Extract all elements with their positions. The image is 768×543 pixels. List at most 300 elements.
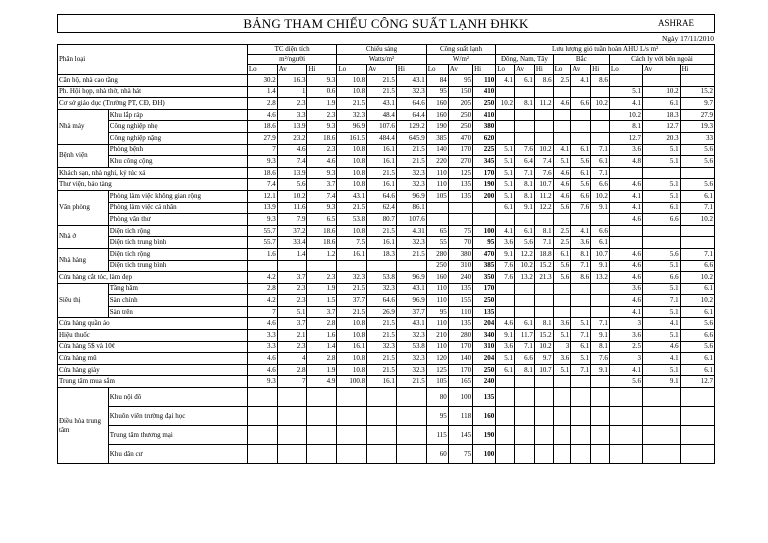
value-cell: 270 [448, 156, 472, 168]
value-cell [571, 306, 591, 318]
value-cell: 6.1 [515, 75, 535, 87]
value-cell: 410 [473, 109, 496, 121]
table-row [58, 98, 715, 110]
value-cell: 7.1 [680, 202, 714, 214]
value-cell: 37.7 [396, 306, 426, 318]
value-cell [643, 388, 681, 407]
value-cell: 12.1 [247, 190, 277, 202]
value-cell: 43.1 [367, 98, 397, 110]
value-cell: 7.6 [591, 353, 610, 365]
value-cell: 11.7 [515, 330, 535, 342]
value-cell: 5.1 [643, 260, 681, 272]
value-cell [571, 295, 591, 307]
row-label: Tầng hầm [108, 283, 247, 295]
value-cell [591, 407, 610, 426]
value-cell: 170 [448, 144, 472, 156]
value-cell [496, 445, 515, 464]
value-cell: 32.3 [337, 272, 367, 284]
row-label: Phòng làm việc không gian rộng [108, 190, 247, 202]
value-cell: 32.3 [396, 353, 426, 365]
value-cell: 84 [426, 75, 448, 87]
value-cell: 7.1 [571, 330, 591, 342]
table-row [58, 214, 715, 226]
value-cell: 6.1 [496, 364, 515, 376]
value-cell [496, 109, 515, 121]
value-cell: 3.6 [553, 318, 571, 330]
value-cell: 3 [609, 318, 642, 330]
value-cell: 7.1 [515, 341, 535, 353]
value-cell: 3.7 [307, 306, 337, 318]
value-cell [515, 306, 535, 318]
value-cell: 21.5 [337, 202, 367, 214]
value-cell: 2.8 [247, 283, 277, 295]
value-cell [396, 260, 426, 272]
value-cell: 4.1 [496, 75, 515, 87]
value-cell: 18.6 [307, 132, 337, 144]
value-cell: 1.6 [247, 248, 277, 260]
value-cell: 18.6 [247, 167, 277, 179]
value-cell: 4.1 [571, 75, 591, 87]
value-cell [534, 306, 553, 318]
col-av: Av [277, 65, 307, 75]
value-cell: 190 [473, 426, 496, 445]
value-cell: 135 [473, 388, 496, 407]
value-cell: 4.1 [571, 225, 591, 237]
table-row [58, 202, 715, 214]
value-cell: 11.2 [534, 190, 553, 202]
value-cell: 410 [473, 86, 496, 98]
value-cell: 3.7 [277, 272, 307, 284]
value-cell: 6.1 [571, 167, 591, 179]
value-cell: 7 [247, 306, 277, 318]
row-label: Diện tích rộng [108, 225, 247, 237]
group-label: Nhà máy [58, 109, 109, 144]
value-cell [426, 214, 448, 226]
value-cell: 10.2 [680, 272, 714, 284]
value-cell: 32.3 [337, 109, 367, 121]
value-cell: 7.1 [643, 295, 681, 307]
value-cell [571, 283, 591, 295]
value-cell: 13.9 [247, 202, 277, 214]
group-label: Nhà ở [58, 225, 109, 248]
value-cell: 33 [680, 132, 714, 144]
value-cell: 7.5 [337, 237, 367, 249]
table-row [58, 167, 715, 179]
value-cell: 484.4 [367, 132, 397, 144]
value-cell: 80 [426, 388, 448, 407]
value-cell: 3 [553, 341, 571, 353]
value-cell: 6.1 [643, 202, 681, 214]
value-cell: 5.1 [496, 179, 515, 191]
row-label: Ph. Hội họp, nhà thờ, nhà hát [58, 86, 248, 98]
value-cell: 620 [473, 132, 496, 144]
value-cell [496, 86, 515, 98]
area-header: TC diện tích [247, 45, 336, 55]
table-row [58, 306, 715, 318]
value-cell [643, 445, 681, 464]
value-cell: 310 [473, 341, 496, 353]
value-cell: 1.9 [307, 98, 337, 110]
value-cell: 100 [473, 445, 496, 464]
value-cell: 4.6 [553, 98, 571, 110]
value-cell [591, 388, 610, 407]
value-cell: 7.1 [591, 318, 610, 330]
value-cell: 5.1 [609, 86, 642, 98]
value-cell: 204 [473, 353, 496, 365]
value-cell: 160 [426, 109, 448, 121]
value-cell: 32.3 [396, 86, 426, 98]
value-cell: 5.6 [680, 341, 714, 353]
value-cell: 8.1 [515, 364, 535, 376]
value-cell: 37.7 [337, 295, 367, 307]
value-cell: 135 [448, 179, 472, 191]
row-label: Khu lắp ráp [108, 109, 247, 121]
value-cell [553, 109, 571, 121]
value-cell: 3.7 [277, 318, 307, 330]
value-cell: 4.1 [643, 318, 681, 330]
value-cell [307, 426, 337, 445]
value-cell: 21.5 [367, 167, 397, 179]
value-cell [609, 237, 642, 249]
value-cell: 170 [473, 167, 496, 179]
value-cell: 1.9 [307, 364, 337, 376]
value-cell: 1.9 [307, 283, 337, 295]
value-cell: 6.1 [591, 156, 610, 168]
value-cell: 5.6 [571, 156, 591, 168]
east-header: Đông, Nam, Tây [496, 55, 553, 65]
table-row [58, 260, 715, 272]
row-label: Trung tâm mua sắm [58, 376, 248, 388]
value-cell: 12.7 [609, 132, 642, 144]
value-cell: 10.8 [337, 144, 367, 156]
value-cell: 7.6 [534, 167, 553, 179]
value-cell: 96.9 [396, 190, 426, 202]
value-cell: 95 [426, 86, 448, 98]
value-cell: 10.8 [337, 353, 367, 365]
row-label: Cửa hàng 5$ và 10¢ [58, 341, 248, 353]
value-cell: 27.9 [247, 132, 277, 144]
row-label: Khuôn viên trường đại học [108, 407, 247, 426]
value-cell [337, 426, 367, 445]
value-cell: 21.5 [367, 225, 397, 237]
value-cell [515, 445, 535, 464]
group-label: Siêu thị [58, 283, 109, 318]
value-cell: 8.1 [591, 341, 610, 353]
value-cell: 8.1 [515, 190, 535, 202]
value-cell: 20.3 [643, 132, 681, 144]
value-cell: 6.1 [680, 306, 714, 318]
value-cell [448, 202, 472, 214]
value-cell: 107.6 [367, 121, 397, 133]
cooling-load-table [57, 44, 715, 464]
value-cell: 10.8 [337, 179, 367, 191]
value-cell [337, 388, 367, 407]
value-cell: 4.6 [609, 248, 642, 260]
value-cell [591, 109, 610, 121]
value-cell: 32.3 [367, 341, 397, 353]
value-cell: 5.6 [553, 272, 571, 284]
value-cell [609, 445, 642, 464]
value-cell: 21.5 [396, 156, 426, 168]
value-cell: 2.3 [277, 98, 307, 110]
value-cell: 21.5 [367, 330, 397, 342]
value-cell [680, 388, 714, 407]
value-cell: 9.3 [247, 214, 277, 226]
value-cell: 170 [448, 341, 472, 353]
value-cell: 43.1 [396, 75, 426, 87]
table-row [58, 330, 715, 342]
value-cell: 9.3 [247, 156, 277, 168]
value-cell: 4.1 [609, 202, 642, 214]
value-cell [553, 132, 571, 144]
value-cell: 7 [247, 144, 277, 156]
value-cell: 4.6 [609, 214, 642, 226]
row-label: Khu dân cư [108, 445, 247, 464]
value-cell: 2.5 [553, 225, 571, 237]
row-label: Cửa hàng giày [58, 364, 248, 376]
value-cell: 1.4 [307, 341, 337, 353]
value-cell: 11.2 [534, 98, 553, 110]
row-label: Hiệu thuốc [58, 330, 248, 342]
value-cell [277, 407, 307, 426]
value-cell: 13.9 [277, 167, 307, 179]
value-cell: 4 [277, 353, 307, 365]
value-cell: 21.5 [396, 376, 426, 388]
value-cell: 6.1 [680, 283, 714, 295]
value-cell: 8.1 [515, 179, 535, 191]
value-cell: 2.5 [609, 341, 642, 353]
value-cell: 9.7 [534, 353, 553, 365]
value-cell: 10.2 [643, 86, 681, 98]
value-cell: 250 [473, 295, 496, 307]
value-cell [496, 407, 515, 426]
value-cell: 4.1 [553, 144, 571, 156]
value-cell: 53.8 [337, 214, 367, 226]
value-cell [571, 109, 591, 121]
table-row [58, 388, 715, 407]
cooling-unit: W/m² [426, 55, 496, 65]
value-cell: 21.5 [396, 144, 426, 156]
value-cell: 4.6 [247, 353, 277, 365]
value-cell: 6.6 [643, 214, 681, 226]
value-cell: 5.1 [496, 167, 515, 179]
value-cell: 21.3 [534, 272, 553, 284]
value-cell: 37.2 [277, 225, 307, 237]
value-cell: 3.6 [496, 341, 515, 353]
value-cell: 6.1 [571, 144, 591, 156]
value-cell: 1.4 [247, 86, 277, 98]
value-cell: 10.2 [277, 190, 307, 202]
value-cell [367, 445, 397, 464]
value-cell: 10.2 [496, 98, 515, 110]
value-cell: 7.1 [515, 167, 535, 179]
table-row [58, 318, 715, 330]
value-cell: 170 [473, 283, 496, 295]
row-label: Phòng bệnh [108, 144, 247, 156]
value-cell: 165 [448, 376, 472, 388]
value-cell [367, 407, 397, 426]
value-cell [534, 121, 553, 133]
value-cell: 345 [473, 156, 496, 168]
value-cell: 6.1 [680, 190, 714, 202]
value-cell [515, 388, 535, 407]
value-cell [553, 407, 571, 426]
value-cell: 16.1 [337, 341, 367, 353]
value-cell: 5.6 [515, 237, 535, 249]
table-row [58, 283, 715, 295]
value-cell: 6.6 [591, 225, 610, 237]
value-cell: 2.8 [277, 364, 307, 376]
value-cell [277, 388, 307, 407]
value-cell: 10.8 [337, 86, 367, 98]
value-cell [496, 426, 515, 445]
value-cell: 4.6 [553, 179, 571, 191]
value-cell: 105 [426, 190, 448, 202]
value-cell [515, 407, 535, 426]
value-cell [609, 426, 642, 445]
value-cell: 75 [448, 445, 472, 464]
value-cell [367, 260, 397, 272]
value-cell [643, 426, 681, 445]
value-cell [534, 132, 553, 144]
value-cell: 9.3 [307, 75, 337, 87]
value-cell: 7.1 [571, 364, 591, 376]
value-cell [277, 260, 307, 272]
value-cell: 96.9 [396, 272, 426, 284]
value-cell: 30.2 [247, 75, 277, 87]
row-label: Phòng làm việc cá nhân [108, 202, 247, 214]
value-cell: 4.8 [609, 156, 642, 168]
value-cell [534, 109, 553, 121]
value-cell: 8.1 [515, 98, 535, 110]
value-cell: 13.2 [591, 272, 610, 284]
value-cell: 95 [448, 75, 472, 87]
table-row [58, 190, 715, 202]
value-cell [591, 86, 610, 98]
value-cell: 4.2 [247, 295, 277, 307]
value-cell: 4.6 [247, 364, 277, 376]
value-cell: 10.7 [534, 179, 553, 191]
value-cell: 5.1 [553, 330, 571, 342]
value-cell: 10.8 [337, 225, 367, 237]
value-cell: 16.1 [367, 156, 397, 168]
value-cell: 55.7 [247, 237, 277, 249]
value-cell [571, 121, 591, 133]
value-cell: 4.1 [643, 353, 681, 365]
value-cell: 470 [473, 248, 496, 260]
value-cell: 7.6 [496, 260, 515, 272]
row-label: Cửa hàng quần áo [58, 318, 248, 330]
value-cell: 4.1 [609, 364, 642, 376]
value-cell [396, 407, 426, 426]
value-cell [515, 283, 535, 295]
value-cell: 9.1 [643, 376, 681, 388]
value-cell: 18.3 [367, 248, 397, 260]
value-cell: 5.1 [643, 190, 681, 202]
value-cell: 95 [426, 407, 448, 426]
value-cell: 4.6 [553, 190, 571, 202]
value-cell [534, 283, 553, 295]
value-cell: 7.6 [496, 272, 515, 284]
value-cell [680, 237, 714, 249]
value-cell: 33.4 [277, 237, 307, 249]
value-cell: 645.9 [396, 132, 426, 144]
value-cell: 19.3 [680, 121, 714, 133]
value-cell [591, 306, 610, 318]
value-cell: 16.1 [367, 179, 397, 191]
value-cell: 9.3 [307, 121, 337, 133]
value-cell: 5.6 [553, 260, 571, 272]
value-cell: 107.6 [396, 214, 426, 226]
value-cell: 100 [448, 388, 472, 407]
value-cell: 64.6 [367, 190, 397, 202]
value-cell: 4.1 [609, 98, 642, 110]
value-cell: 5.6 [680, 318, 714, 330]
value-cell [515, 295, 535, 307]
value-cell: 10.8 [337, 156, 367, 168]
value-cell: 4.6 [643, 341, 681, 353]
value-cell: 64.6 [367, 295, 397, 307]
value-cell: 96.9 [396, 295, 426, 307]
value-cell [553, 445, 571, 464]
value-cell [553, 388, 571, 407]
value-cell: 21.5 [396, 248, 426, 260]
value-cell: 210 [426, 330, 448, 342]
value-cell [277, 426, 307, 445]
sheet-date: Ngày 17/11/2010 [661, 34, 714, 43]
value-cell [396, 426, 426, 445]
value-cell: 4.1 [496, 225, 515, 237]
table-row [58, 272, 715, 284]
value-cell: 10.7 [591, 248, 610, 260]
value-cell [247, 426, 277, 445]
value-cell [426, 202, 448, 214]
value-cell [553, 306, 571, 318]
value-cell [553, 426, 571, 445]
value-cell: 350 [473, 272, 496, 284]
value-cell: 1.4 [277, 248, 307, 260]
value-cell: 32.3 [396, 237, 426, 249]
value-cell: 10.8 [337, 318, 367, 330]
value-cell: 15.2 [534, 330, 553, 342]
table-row [58, 407, 715, 426]
value-cell: 18.6 [307, 225, 337, 237]
value-cell: 75 [448, 225, 472, 237]
value-cell: 9.1 [591, 202, 610, 214]
group-label: Điều hòa trung tâm [58, 388, 109, 464]
value-cell: 65 [426, 225, 448, 237]
value-cell: 10.2 [591, 190, 610, 202]
value-cell [247, 407, 277, 426]
value-cell [307, 260, 337, 272]
value-cell: 10.2 [591, 98, 610, 110]
value-cell [553, 295, 571, 307]
row-label: Thư viện, bảo tàng [58, 179, 248, 191]
value-cell: 4.1 [609, 190, 642, 202]
value-cell: 10.2 [534, 144, 553, 156]
value-cell [591, 295, 610, 307]
value-cell [571, 214, 591, 226]
row-label: Diện tích trung bình [108, 260, 247, 272]
value-cell: 110 [426, 283, 448, 295]
value-cell: 9.1 [496, 330, 515, 342]
value-cell: 32.3 [396, 179, 426, 191]
value-cell: 7.4 [307, 190, 337, 202]
value-cell: 310 [448, 260, 472, 272]
value-cell: 160 [473, 407, 496, 426]
value-cell: 8.1 [534, 318, 553, 330]
col-lo: Lo [247, 65, 277, 75]
